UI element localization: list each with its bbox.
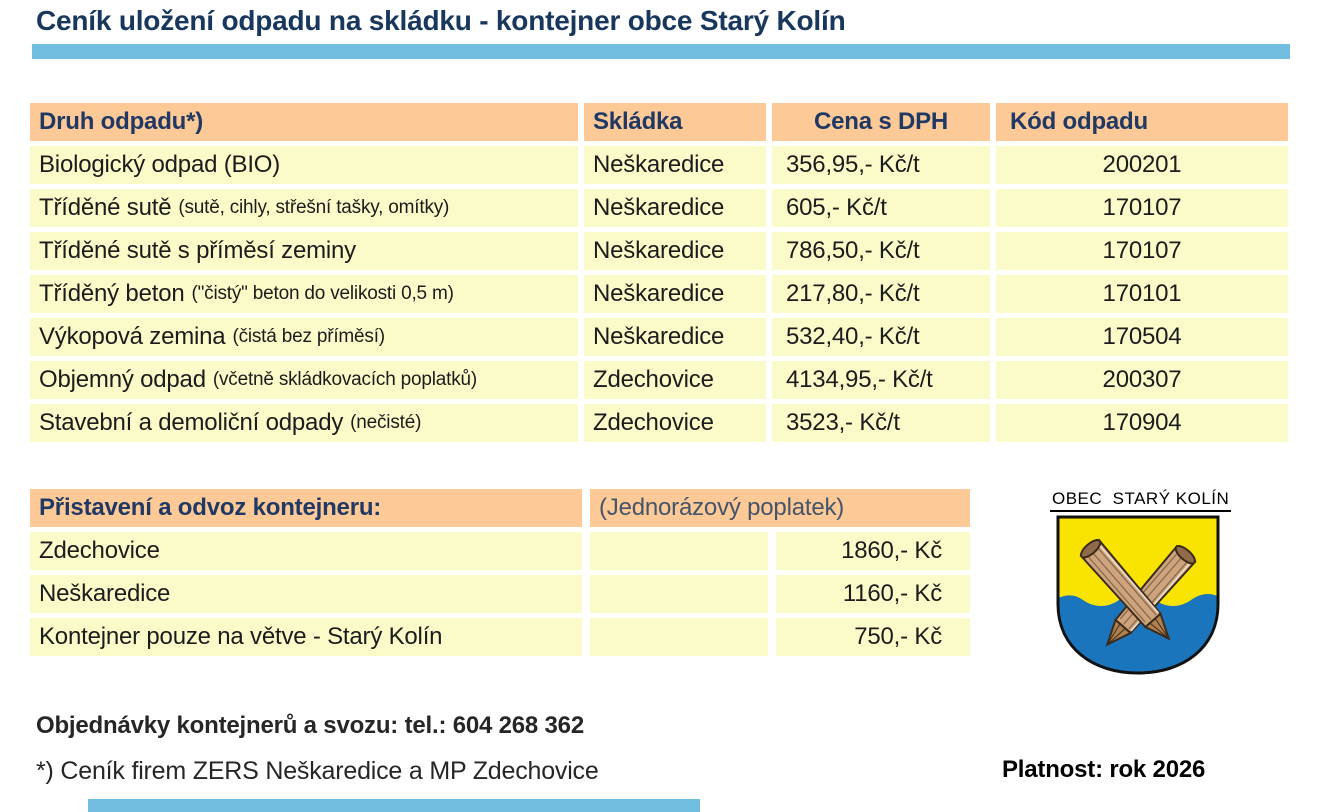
container-table-subtitle: (Jednorázový poplatek) — [590, 489, 970, 527]
waste-name: Stavební a demoliční odpady — [39, 409, 344, 436]
validity-label: Platnost: rok 2026 — [1002, 756, 1206, 783]
coat-of-arms-icon — [1052, 514, 1224, 676]
title-underline-bar — [32, 44, 1290, 59]
container-location-cell: Neškaredice — [30, 575, 582, 613]
container-empty-cell — [590, 618, 768, 656]
waste-note: (čistá bez příměsí) — [232, 326, 385, 347]
waste-name-cell — [30, 232, 578, 270]
waste-note: (včetně skládkovacích poplatků) — [212, 369, 478, 390]
waste-note: ("čistý" beton do velikosti 0,5 m) — [191, 283, 454, 304]
column-header-druh-odpadu: Druh odpadu*) — [30, 103, 578, 141]
waste-name: Tříděné sutě s příměsí zeminy — [39, 237, 356, 264]
waste-name-cell — [30, 189, 578, 227]
waste-name-cell — [30, 275, 578, 313]
container-fee-table — [30, 489, 970, 656]
waste-note: (nečisté) — [350, 412, 422, 433]
waste-site-cell: Neškaredice — [584, 189, 766, 227]
waste-price-table — [30, 103, 1288, 442]
waste-name-cell — [30, 361, 578, 399]
column-header-kod-odpadu: Kód odpadu — [996, 103, 1288, 141]
container-location-cell: Zdechovice — [30, 532, 582, 570]
waste-code-cell: 170107 — [996, 189, 1288, 227]
waste-price-cell: 532,40,- Kč/t — [772, 318, 990, 356]
waste-note: (sutě, cihly, střešní tašky, omítky) — [178, 197, 450, 218]
container-empty-cell — [590, 575, 768, 613]
waste-name: Tříděný beton — [39, 280, 185, 307]
waste-site-cell: Neškaredice — [584, 318, 766, 356]
waste-name: Tříděné sutě — [39, 194, 172, 221]
waste-name: Výkopová zemina — [39, 323, 226, 350]
waste-site-cell: Zdechovice — [584, 404, 766, 442]
waste-site-cell: Neškaredice — [584, 232, 766, 270]
waste-price-cell: 217,80,- Kč/t — [772, 275, 990, 313]
waste-name-cell — [30, 318, 578, 356]
waste-site-cell: Neškaredice — [584, 146, 766, 184]
municipal-emblem — [1050, 489, 1230, 676]
bottom-accent-bar — [88, 799, 700, 812]
emblem-caption: OBEC STARÝ KOLÍN — [1050, 489, 1231, 512]
waste-code-cell: 200307 — [996, 361, 1288, 399]
waste-name-cell — [30, 404, 578, 442]
container-table-title: Přistavení a odvoz kontejneru: — [30, 489, 582, 527]
waste-name: Biologický odpad (BIO) — [39, 151, 281, 178]
orders-phone-line: Objednávky kontejnerů a svozu: tel.: 604 268 362 — [36, 712, 584, 739]
column-header-skladka: Skládka — [584, 103, 766, 141]
waste-price-cell: 786,50,- Kč/t — [772, 232, 990, 270]
waste-code-cell: 170904 — [996, 404, 1288, 442]
waste-name-cell — [30, 146, 578, 184]
waste-code-cell: 200201 — [996, 146, 1288, 184]
waste-code-cell: 170107 — [996, 232, 1288, 270]
waste-price-cell: 356,95,- Kč/t — [772, 146, 990, 184]
waste-price-cell: 605,- Kč/t — [772, 189, 990, 227]
column-header-cena-s-dph: Cena s DPH — [772, 103, 990, 141]
waste-code-cell: 170101 — [996, 275, 1288, 313]
container-price-cell: 1160,- Kč — [776, 575, 970, 613]
footnote-line: *) Ceník firem ZERS Neškaredice a MP Zdechovice — [36, 757, 599, 785]
container-price-cell: 1860,- Kč — [776, 532, 970, 570]
page-title: Ceník uložení odpadu na skládku - kontejner obce Starý Kolín — [36, 5, 846, 36]
container-empty-cell — [590, 532, 768, 570]
waste-site-cell: Zdechovice — [584, 361, 766, 399]
waste-code-cell: 170504 — [996, 318, 1288, 356]
container-price-cell: 750,- Kč — [776, 618, 970, 656]
container-location-cell: Kontejner pouze na větve - Starý Kolín — [30, 618, 582, 656]
waste-price-cell: 4134,95,- Kč/t — [772, 361, 990, 399]
waste-name: Objemný odpad — [39, 366, 206, 393]
waste-price-cell: 3523,- Kč/t — [772, 404, 990, 442]
waste-site-cell: Neškaredice — [584, 275, 766, 313]
